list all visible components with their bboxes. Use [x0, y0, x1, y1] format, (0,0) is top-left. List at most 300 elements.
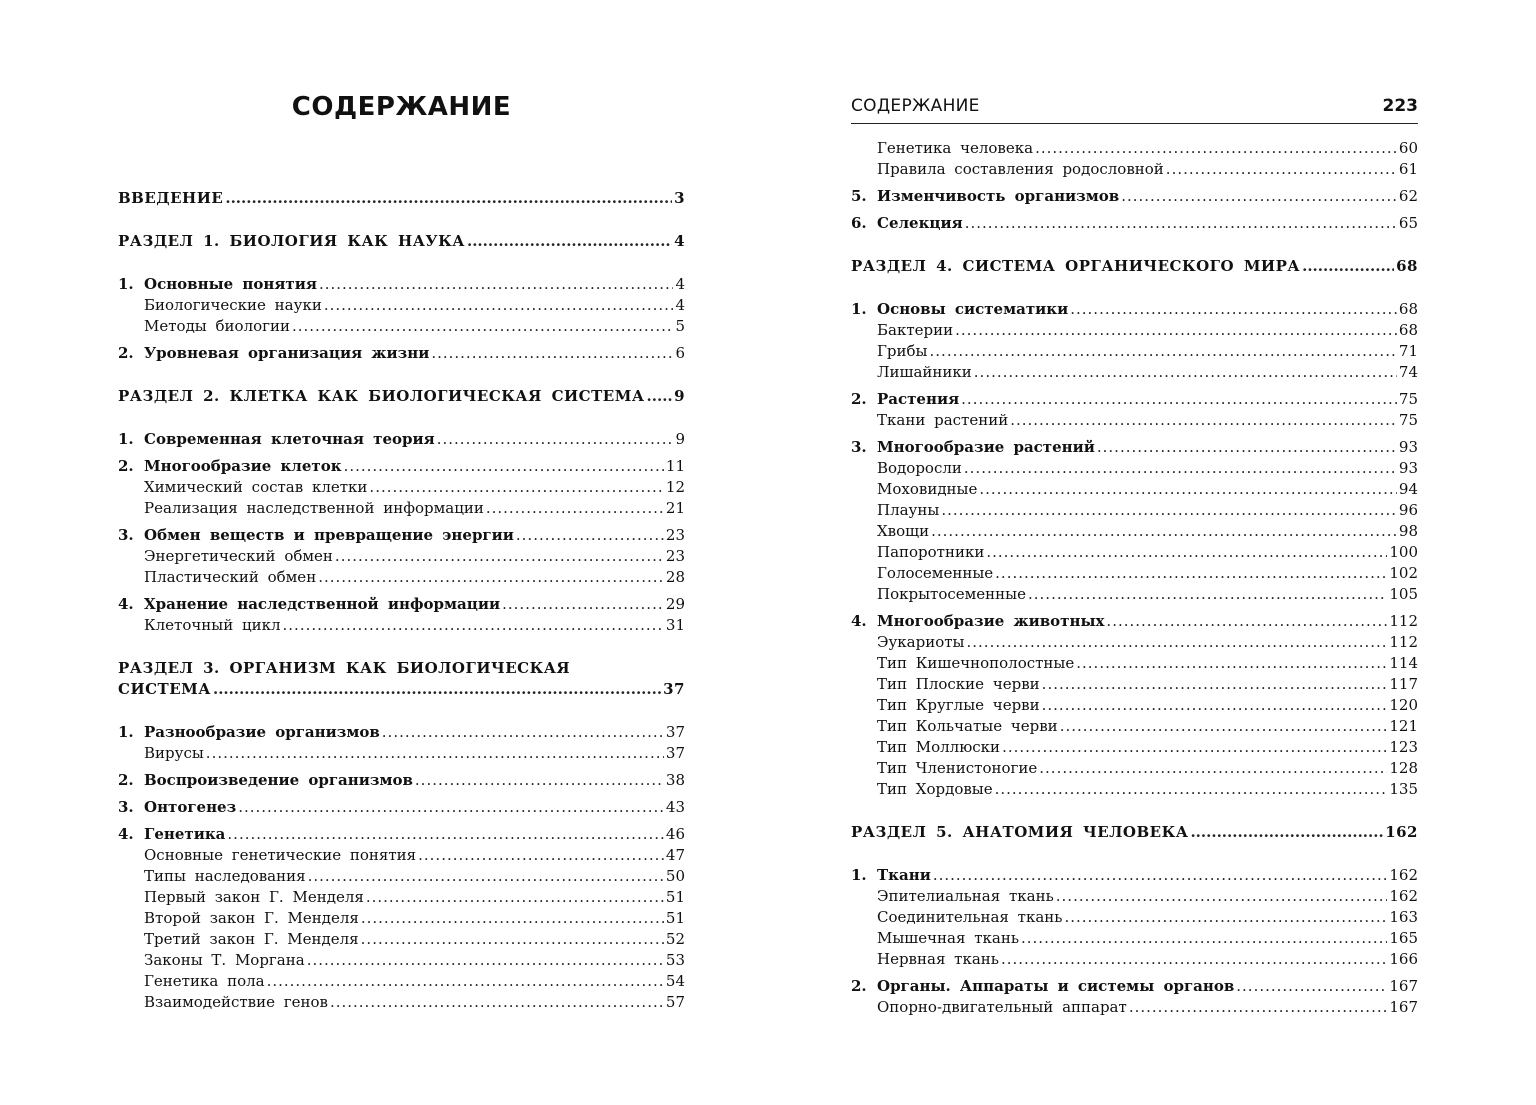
toc-page-number: 9	[675, 430, 685, 448]
toc-subentry[interactable]	[851, 928, 1418, 949]
spacer	[118, 636, 685, 658]
toc-entry-title: РАЗДЕЛ 1. БИОЛОГИЯ КАК НАУКА	[118, 232, 465, 250]
toc-entry-title: Пластический обмен	[144, 568, 317, 586]
toc-page-number: 117	[1389, 675, 1418, 693]
toc-entry-title: Опорно-двигательный аппарат	[877, 998, 1127, 1016]
toc-entry-title: Методы биологии	[144, 317, 290, 335]
toc-page-number: 163	[1389, 908, 1418, 926]
toc-entry-title: Третий закон Г. Менделя	[144, 930, 359, 948]
dot-leader	[1039, 758, 1387, 779]
toc-page-number: 114	[1389, 654, 1418, 672]
spacer	[851, 843, 1418, 865]
toc-entry-title: Тип Членистоногие	[877, 759, 1038, 777]
toc-page-number: 74	[1398, 363, 1418, 381]
toc-page-number: 162	[1385, 823, 1418, 841]
toc-entry-number: 1.	[118, 723, 134, 741]
toc-entry-number: 1.	[118, 430, 134, 448]
toc-entry-title: Первый закон Г. Менделя	[144, 888, 364, 906]
toc-subentry[interactable]	[118, 887, 685, 908]
toc-page-number: 6	[675, 344, 685, 362]
toc-page-number: 54	[665, 972, 685, 990]
dot-leader	[227, 824, 664, 845]
toc-subentry[interactable]	[118, 992, 685, 1013]
running-head	[851, 96, 1418, 124]
dot-leader	[437, 429, 674, 450]
dot-leader	[502, 594, 664, 615]
toc-subentry[interactable]	[118, 908, 685, 929]
dot-leader	[431, 343, 673, 364]
toc-subentry[interactable]	[118, 546, 685, 567]
toc-page-number: 51	[665, 888, 685, 906]
dot-leader	[486, 498, 664, 519]
toc-subentry[interactable]	[118, 743, 685, 764]
toc-subentry[interactable]	[851, 563, 1418, 584]
toc-subentry[interactable]	[851, 542, 1418, 563]
toc-subentry[interactable]	[851, 458, 1418, 479]
toc-entry-title: Многообразие растений	[877, 438, 1095, 456]
toc-page-number: 37	[665, 723, 685, 741]
toc-section[interactable]	[851, 256, 1418, 277]
toc-page-number: 5	[675, 317, 685, 335]
dot-leader	[1166, 159, 1397, 180]
dot-leader	[369, 477, 663, 498]
toc-page-number: 68	[1398, 300, 1418, 318]
spacer	[118, 252, 685, 274]
toc-chapter[interactable]	[118, 594, 685, 615]
toc-entry-title: Многообразие животных	[877, 612, 1105, 630]
toc-subentry[interactable]	[851, 479, 1418, 500]
toc-page-number: 38	[665, 771, 685, 789]
toc-entry-title: РАЗДЕЛ 4. СИСТЕМА ОРГАНИЧЕСКОГО МИРА	[851, 257, 1301, 275]
dot-leader	[516, 525, 664, 546]
dot-leader	[1028, 584, 1387, 605]
dot-leader	[344, 456, 664, 477]
dot-leader	[1001, 949, 1387, 970]
toc-entry-number: 2.	[118, 771, 134, 789]
toc-chapter[interactable]	[118, 770, 685, 791]
toc-chapter[interactable]	[851, 437, 1418, 458]
toc-subentry[interactable]	[851, 138, 1418, 159]
dot-leader	[930, 341, 1397, 362]
dot-leader	[933, 865, 1388, 886]
toc-subentry[interactable]	[118, 295, 685, 316]
toc-chapter[interactable]	[118, 343, 685, 364]
toc-entry-title: Химический состав клетки	[144, 478, 368, 496]
toc-subentry[interactable]	[118, 615, 685, 636]
toc-entry-number: 3.	[851, 438, 867, 456]
toc-chapter[interactable]	[851, 865, 1418, 886]
toc-entry-title: Хвощи	[877, 522, 930, 540]
toc-entry-title: Мышечная ткань	[877, 929, 1019, 947]
dot-leader	[335, 546, 664, 567]
dot-leader	[467, 231, 672, 252]
toc-page-number: 37	[665, 744, 685, 762]
toc-chapter[interactable]	[118, 722, 685, 743]
running-head-title: СОДЕРЖАНИЕ	[851, 96, 980, 116]
toc-entry-number: 1.	[851, 300, 867, 318]
toc-page-number: 93	[1398, 459, 1418, 477]
toc-chapter[interactable]	[118, 525, 685, 546]
toc-entry-title: Грибы	[877, 342, 928, 360]
toc-page-number: 120	[1389, 696, 1418, 714]
toc-subentry[interactable]	[851, 737, 1418, 758]
toc-page-number: 68	[1396, 257, 1418, 275]
toc-entry-number: 4.	[118, 595, 134, 613]
toc-page-number: 61	[1398, 160, 1418, 178]
toc-subentry[interactable]	[851, 653, 1418, 674]
toc-entry-title: Нервная ткань	[877, 950, 999, 968]
toc-entry-title: Тип Хордовые	[877, 780, 993, 798]
toc-entry-title: Основные генетические понятия	[144, 846, 417, 864]
dot-leader	[267, 971, 664, 992]
toc-chapter[interactable]	[851, 611, 1418, 632]
toc-subentry[interactable]	[851, 695, 1418, 716]
toc-entry-title: Биологические науки	[144, 296, 322, 314]
toc-page-number: 112	[1389, 612, 1418, 630]
spacer	[851, 234, 1418, 256]
dot-leader	[974, 362, 1397, 383]
dot-leader	[961, 389, 1397, 410]
toc-entry-title: Бактерии	[877, 321, 954, 339]
toc-subentry[interactable]	[851, 632, 1418, 653]
toc-entry-number: 2.	[118, 457, 134, 475]
table-of-contents-right	[851, 138, 1418, 1018]
dot-leader	[647, 386, 673, 407]
toc-entry-title: Тип Круглые черви	[877, 696, 1040, 714]
dot-leader	[955, 320, 1397, 341]
toc-entry-title: Энергетический обмен	[144, 547, 333, 565]
dot-leader	[1010, 410, 1397, 431]
dot-leader	[979, 479, 1397, 500]
toc-entry-title: Второй закон Г. Менделя	[144, 909, 359, 927]
toc-page-number: 112	[1389, 633, 1418, 651]
toc-entry-title: Клеточный цикл	[144, 616, 281, 634]
toc-subentry[interactable]	[851, 500, 1418, 521]
dot-leader	[225, 188, 672, 209]
right-page	[768, 0, 1536, 1105]
toc-page-number: 96	[1398, 501, 1418, 519]
toc-subentry[interactable]	[118, 950, 685, 971]
toc-page-number: 121	[1389, 717, 1418, 735]
dot-leader	[1042, 695, 1388, 716]
toc-subentry[interactable]	[118, 929, 685, 950]
toc-subentry[interactable]	[851, 320, 1418, 341]
toc-entry-title: Тип Плоские черви	[877, 675, 1040, 693]
dot-leader	[382, 722, 664, 743]
toc-entry-title: Покрытосеменные	[877, 585, 1026, 603]
toc-page-number: 31	[665, 616, 685, 634]
toc-page-number: 75	[1398, 390, 1418, 408]
toc-entry-number: 4.	[118, 825, 134, 843]
toc-entry-title: Взаимодействие генов	[144, 993, 328, 1011]
toc-subentry[interactable]	[851, 716, 1418, 737]
toc-entry-title: Плауны	[877, 501, 940, 519]
toc-entry-title: Ткани	[877, 866, 931, 884]
toc-entry-title: Голосеменные	[877, 564, 994, 582]
toc-subentry[interactable]	[851, 886, 1418, 907]
toc-section[interactable]	[851, 822, 1418, 843]
toc-page-number: 4	[674, 232, 685, 250]
spacer	[118, 364, 685, 386]
toc-subentry[interactable]	[118, 866, 685, 887]
toc-entry-title: Правила составления родословной	[877, 160, 1164, 178]
toc-section-title-line	[118, 658, 685, 679]
toc-entry-title: Онтогенез	[144, 798, 237, 816]
spacer	[118, 407, 685, 429]
toc-chapter[interactable]	[118, 824, 685, 845]
toc-page-number: 11	[665, 457, 685, 475]
dot-leader	[308, 866, 664, 887]
toc-entry-title: Вирусы	[144, 744, 204, 762]
dot-leader	[1190, 822, 1383, 843]
toc-entry-title: Эпителиальная ткань	[877, 887, 1054, 905]
toc-page-number: 165	[1389, 929, 1418, 947]
spacer	[851, 277, 1418, 299]
toc-entry-title: Генетика пола	[144, 972, 265, 990]
toc-entry-title: Законы Т. Моргана	[144, 951, 305, 969]
toc-entry-title: Тип Кольчатые черви	[877, 717, 1058, 735]
dot-leader	[931, 521, 1397, 542]
toc-page-number: 162	[1389, 866, 1418, 884]
toc-page-number: 4	[675, 275, 685, 293]
toc-section[interactable]	[118, 188, 685, 209]
toc-subentry[interactable]	[118, 498, 685, 519]
page-title: СОДЕРЖАНИЕ	[291, 92, 512, 122]
toc-subentry[interactable]	[118, 845, 685, 866]
toc-entry-title: Лишайники	[877, 363, 972, 381]
toc-entry-title: Генетика человека	[877, 139, 1034, 157]
dot-leader	[1070, 299, 1397, 320]
toc-subentry[interactable]	[851, 779, 1418, 800]
toc-entry-number: 1.	[851, 866, 867, 884]
toc-entry-number: 4.	[851, 612, 867, 630]
dot-leader	[1236, 976, 1387, 997]
table-of-contents-left	[118, 188, 685, 1013]
toc-entry-title: ВВЕДЕНИЕ	[118, 189, 224, 207]
dot-leader	[1121, 186, 1397, 207]
toc-entry-title: Тип Моллюски	[877, 738, 1001, 756]
toc-entry-number: 2.	[118, 344, 134, 362]
toc-chapter[interactable]	[851, 186, 1418, 207]
spacer	[118, 700, 685, 722]
dot-leader	[1060, 716, 1388, 737]
toc-subentry[interactable]	[851, 159, 1418, 180]
dot-leader	[1106, 611, 1387, 632]
dot-leader	[366, 887, 664, 908]
dot-leader	[361, 929, 664, 950]
toc-subentry[interactable]	[118, 971, 685, 992]
toc-page-number: 23	[665, 547, 685, 565]
toc-chapter[interactable]	[118, 429, 685, 450]
toc-page-number: 93	[1398, 438, 1418, 456]
dot-leader	[238, 797, 664, 818]
toc-entry-title: СИСТЕМА	[118, 680, 211, 698]
dot-leader	[319, 274, 674, 295]
dot-leader	[1021, 928, 1387, 949]
toc-entry-title: РАЗДЕЛ 5. АНАТОМИЯ ЧЕЛОВЕКА	[851, 823, 1189, 841]
toc-page-number: 53	[665, 951, 685, 969]
toc-page-number: 51	[665, 909, 685, 927]
toc-chapter[interactable]	[851, 976, 1418, 997]
toc-chapter[interactable]	[118, 456, 685, 477]
toc-page-number: 46	[665, 825, 685, 843]
toc-page-number: 50	[665, 867, 685, 885]
toc-page-number: 98	[1398, 522, 1418, 540]
toc-subentry[interactable]	[851, 341, 1418, 362]
toc-entry-title: Разнообразие организмов	[144, 723, 380, 741]
dot-leader	[1064, 907, 1387, 928]
toc-page-number: 12	[665, 478, 685, 496]
toc-page-number: 28	[665, 568, 685, 586]
toc-subentry[interactable]	[118, 477, 685, 498]
toc-page-number: 65	[1398, 214, 1418, 232]
toc-entry-title: Растения	[877, 390, 960, 408]
dot-leader	[967, 632, 1388, 653]
toc-entry-number: 3.	[118, 526, 134, 544]
toc-entry-title: Воспроизведение организмов	[144, 771, 413, 789]
toc-entry-title: Органы. Аппараты и системы органов	[877, 977, 1235, 995]
toc-entry-title: Моховидные	[877, 480, 978, 498]
toc-page-number: 43	[665, 798, 685, 816]
toc-page-number: 37	[663, 680, 685, 698]
toc-entry-title: Ткани растений	[877, 411, 1009, 429]
toc-entry-title: Хранение наследственной информации	[144, 595, 501, 613]
dot-leader	[941, 500, 1397, 521]
toc-entry-number: 3.	[118, 798, 134, 816]
toc-page-number: 166	[1389, 950, 1418, 968]
toc-entry-number: 1.	[118, 275, 134, 293]
toc-subentry[interactable]	[851, 949, 1418, 970]
toc-entry-title: Изменчивость организмов	[877, 187, 1120, 205]
toc-page-number: 123	[1389, 738, 1418, 756]
toc-entry-title: Типы наследования	[144, 867, 306, 885]
toc-page-number: 52	[665, 930, 685, 948]
dot-leader	[307, 950, 664, 971]
toc-section[interactable]	[118, 679, 685, 700]
toc-subentry[interactable]	[851, 362, 1418, 383]
toc-subentry[interactable]	[851, 907, 1418, 928]
dot-leader	[1002, 737, 1387, 758]
dot-leader	[1056, 886, 1388, 907]
dot-leader	[1042, 674, 1388, 695]
toc-chapter[interactable]	[118, 274, 685, 295]
toc-entry-title: Тип Кишечнополостные	[877, 654, 1075, 672]
dot-leader	[283, 615, 664, 636]
toc-page-number: 102	[1389, 564, 1418, 582]
toc-entry-title: РАЗДЕЛ 2. КЛЕТКА КАК БИОЛОГИЧЕСКАЯ СИСТЕМА	[118, 387, 645, 405]
toc-section[interactable]	[118, 231, 685, 252]
toc-subentry[interactable]	[851, 997, 1418, 1018]
dot-leader	[415, 770, 664, 791]
toc-entry-title: Соединительная ткань	[877, 908, 1063, 926]
toc-chapter[interactable]	[851, 213, 1418, 234]
toc-page-number: 128	[1389, 759, 1418, 777]
toc-section-title: РАЗДЕЛ 3. ОРГАНИЗМ КАК БИОЛОГИЧЕСКАЯ	[118, 659, 571, 677]
dot-leader	[292, 316, 673, 337]
toc-page-number: 105	[1389, 585, 1418, 603]
toc-entry-title: Генетика	[144, 825, 226, 843]
toc-entry-title: Водоросли	[877, 459, 962, 477]
toc-entry-title: Эукариоты	[877, 633, 965, 651]
dot-leader	[206, 743, 664, 764]
toc-subentry[interactable]	[851, 521, 1418, 542]
page-number: 223	[1382, 96, 1418, 116]
spacer	[851, 800, 1418, 822]
toc-entry-number: 5.	[851, 187, 867, 205]
dot-leader	[964, 458, 1397, 479]
dot-leader	[1129, 997, 1388, 1018]
toc-chapter[interactable]	[851, 389, 1418, 410]
toc-page-number: 3	[674, 189, 685, 207]
toc-entry-number: 2.	[851, 977, 867, 995]
toc-page-number: 60	[1398, 139, 1418, 157]
spacer	[118, 209, 685, 231]
toc-page-number: 29	[665, 595, 685, 613]
toc-chapter[interactable]	[118, 797, 685, 818]
dot-leader	[995, 563, 1387, 584]
toc-entry-title: Селекция	[877, 214, 963, 232]
toc-page-number: 167	[1389, 977, 1418, 995]
dot-leader	[213, 679, 661, 700]
dot-leader	[965, 213, 1397, 234]
toc-entry-title: Обмен веществ и превращение энергии	[144, 526, 514, 544]
dot-leader	[1302, 256, 1394, 277]
toc-subentry[interactable]	[851, 410, 1418, 431]
dot-leader	[995, 779, 1388, 800]
toc-page-number: 62	[1398, 187, 1418, 205]
toc-entry-number: 2.	[851, 390, 867, 408]
toc-section[interactable]	[118, 386, 685, 407]
toc-page-number: 68	[1398, 321, 1418, 339]
toc-page-number: 21	[665, 499, 685, 517]
toc-subentry[interactable]	[851, 758, 1418, 779]
dot-leader	[318, 567, 664, 588]
toc-entry-number: 6.	[851, 214, 867, 232]
dot-leader	[324, 295, 674, 316]
toc-entry-title: Папоротники	[877, 543, 985, 561]
toc-page-number: 100	[1389, 543, 1418, 561]
toc-subentry[interactable]	[851, 674, 1418, 695]
toc-subentry[interactable]	[851, 584, 1418, 605]
toc-page-number: 162	[1389, 887, 1418, 905]
toc-entry-title: Уровневая организация жизни	[144, 344, 430, 362]
dot-leader	[418, 845, 664, 866]
toc-entry-title: Многообразие клеток	[144, 457, 342, 475]
toc-page-number: 57	[665, 993, 685, 1011]
dot-leader	[361, 908, 664, 929]
toc-page-number: 167	[1389, 998, 1418, 1016]
toc-chapter[interactable]	[851, 299, 1418, 320]
toc-entry-title: Реализация наследственной информации	[144, 499, 484, 517]
toc-entry-title: Современная клеточная теория	[144, 430, 435, 448]
toc-page-number: 75	[1398, 411, 1418, 429]
toc-page-number: 135	[1389, 780, 1418, 798]
toc-subentry[interactable]	[118, 316, 685, 337]
dot-leader	[330, 992, 664, 1013]
toc-subentry[interactable]	[118, 567, 685, 588]
toc-page-number: 23	[665, 526, 685, 544]
toc-page-number: 4	[675, 296, 685, 314]
dot-leader	[1097, 437, 1397, 458]
toc-page-number: 47	[665, 846, 685, 864]
dot-leader	[1076, 653, 1387, 674]
toc-page-number: 94	[1398, 480, 1418, 498]
toc-entry-title: Основы систематики	[877, 300, 1069, 318]
toc-page-number: 9	[674, 387, 685, 405]
dot-leader	[1035, 138, 1397, 159]
dot-leader	[986, 542, 1387, 563]
toc-entry-title: Основные понятия	[144, 275, 317, 293]
